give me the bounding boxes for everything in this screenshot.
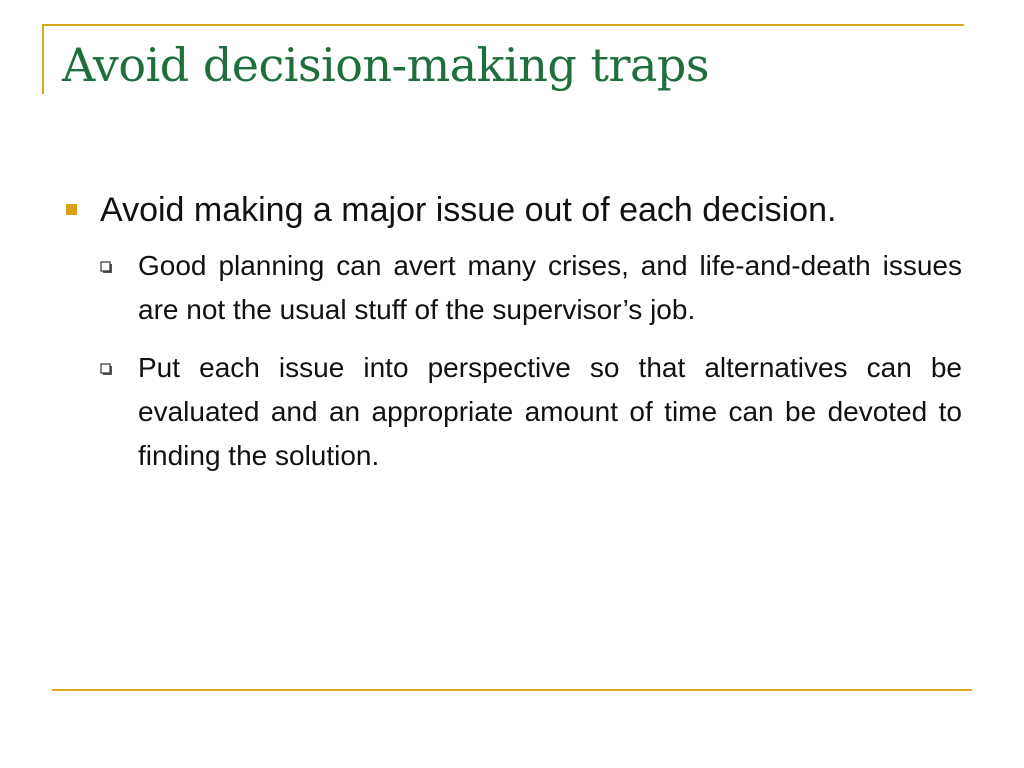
sub-bullet-text: Good planning can avert many crises, and life-and-death issues are not the usual stuff of the supervisor’s job. [138, 250, 962, 325]
top-rule [42, 24, 964, 26]
bullet-item [62, 186, 962, 234]
square-bullet-icon [66, 204, 77, 215]
hollow-square-bullet-icon [100, 363, 113, 376]
slide-body [62, 186, 962, 492]
hollow-square-bullet-icon [100, 261, 113, 274]
sub-bullet-item [100, 346, 962, 478]
bullet-text: Avoid making a major issue out of each decision. [100, 191, 837, 229]
left-rule [42, 24, 44, 94]
sub-bullet-text: Put each issue into perspective so that alternatives can be evaluated and an appropriate amount of time can be devoted to finding the solution. [138, 352, 962, 471]
slide-title: Avoid decision-making traps [62, 38, 709, 92]
bottom-rule [52, 689, 972, 691]
sub-bullet-item [100, 244, 962, 332]
